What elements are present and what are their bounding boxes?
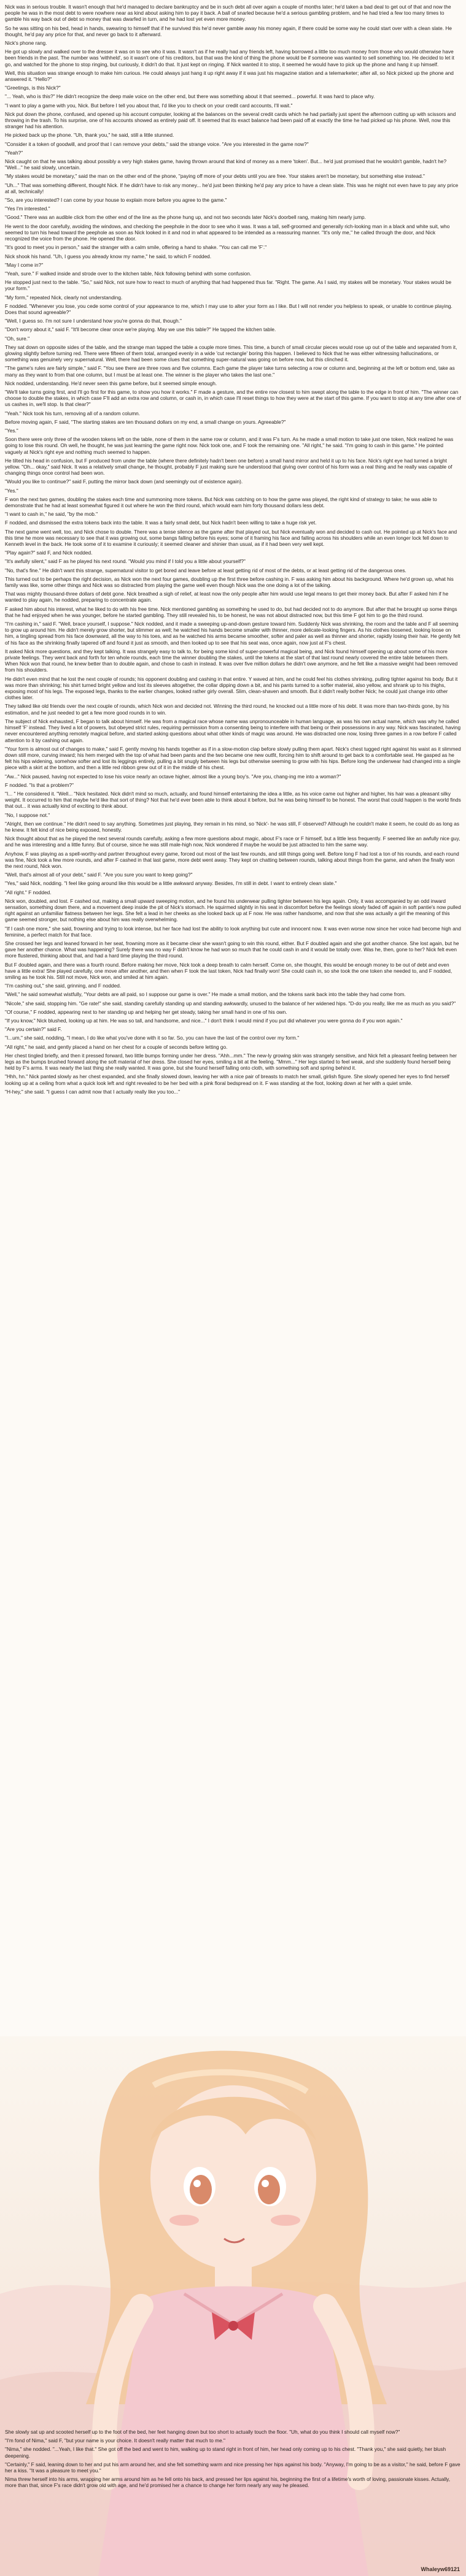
story-paragraph: Nick thought about that as he played the next several rounds carefully, asking a few more questions about magic, about F's race or F himself, but a little less frequently. F seemed like an awfully nice guy, and he was interesting and a little funny. But of course, since he was still male-high now, Nick wondered if maybe he would be just attracted to him the same way. bbox=[5, 835, 460, 848]
story-paragraph: He went to the door carefully, avoiding the windows, and checking the peephole in the door to see who it was. It was a tall, self-groomed and generally rich-looking man in a black and white suit, who seemed to turn his head toward the peephole as soon as Nick looked in it and nod in what appeared to be intended as a reassuring manner. "It's only me," he called through the door, and Nick recognized the voice from the phone. He opened the door. bbox=[5, 223, 450, 242]
story-paragraph: Soon there were only three of the wooden tokens left on the table, none of them in the same row or column, and it was F's turn. As he made a small motion to take just one token, Nick realized he was going to lose this round. Oh well, he thought, he was just learning the game right now. Nick took one, and F took the remaining one. "All right," he said. "I'm going to cash in this game." He pointed vaguely at Nick's right eye and nothing much seemed to happen. bbox=[5, 436, 454, 455]
story-paragraph: "So, are you interested? I can come by your house to explain more before you agree to the game." bbox=[5, 197, 227, 204]
story-paragraph: Nick caught on that he was talking about possibly a very high stakes game, having thrown around that kind of money as a mere 'token'. But... he'd just promised that he wouldn't gamble, hadn't he? "Well..." he said slowly, uncertain. bbox=[5, 158, 447, 171]
story-text bbox=[0, 0, 466, 1097]
ribbon-knot bbox=[228, 2321, 238, 2331]
story-paragraph: She crossed her legs and leaned forward in her seat, frowning more as it became clear she wasn't going to win this round, either. But F doubled again and she got another chance. She lost again, but he gave her another chance. What was happening? Surely there was no way F didn't know he had won so much that he could cash in and it would be totally over. Was he, then, gone to her? Nick felt even more flustered, thinking about that, and had a hard time playing the third round. bbox=[5, 940, 459, 959]
story-paragraph: "... Yeah, who is this?" He didn't recognize the deep male voice on the other end, but there was something about it that seemed... powerful. It was hard to place why. bbox=[5, 93, 375, 100]
story-paragraph: "It's awfully silent," said F as he played his next round. "Would you mind if I told you a little about yourself?" bbox=[5, 558, 246, 565]
story-paragraph: "I'm fond of Nima," said F, "but your name is your choice. It doesn't really matter that much to me." bbox=[5, 2437, 225, 2444]
story-paragraph: "If you know," Nick blushed, looking up at him. He was so tall, and handsome, and nice..." I don't think I would mind if you put did whatever you were gonna do if you won again." bbox=[5, 1018, 403, 1024]
story-paragraph: "Well, that's almost all of your debt," said F. "Are you sure you want to keep going?" bbox=[5, 872, 193, 878]
story-paragraph: They talked like old friends over the next couple of rounds, which Nick won and decided not. Winning the third round, he knocked out a little more of his debt. It was more than two-thirds gone, by his estimation, and he just needed to get a few more good rounds in to win. bbox=[5, 703, 449, 716]
story-paragraph: "I...um," she said, nodding, "I mean, I do like what you've done with it so far. So, you can have the last of the control over my form." bbox=[5, 1035, 300, 1041]
right-eye-shine bbox=[262, 2180, 269, 2187]
story-paragraph: She slowly sat up and scooted herself up to the foot of the bed, her feet hanging down but too short to actually touch the floor. "Uh, what do you think I should call myself now?" bbox=[5, 2429, 400, 2435]
story-paragraph: This turned out to be perhaps the right decision, as Nick won the next four games, doubling up the first three before cashing in. F was asking him about his background. Where he'd grown up, what his family was like, some other things and Nick was so distracted from playing the game well even though Nick was the one doing a lot of the talking. bbox=[5, 575, 454, 589]
story-paragraph: F nodded, and dismissed the extra tokens back into the table. It was a fairly small debt, but Nick hadn't been willing to take a huge risk yet. bbox=[5, 519, 317, 526]
story-paragraph: F nodded. "Is that a problem?" bbox=[5, 781, 74, 788]
story-paragraph: The next game went well, too, and Nick chose to double. There was a tense silence as the game after that played out, but Nick eventually won and decided to cash out. He pointed up at Nick's face and this time he more was necessary to see that it was growing out, some bangs falling before his eyes; some of it framing his face and falling across his shoulders while an even longer lock fell down to Kenneth level in the back. He took some of it to examine it curiously; it seemed cleaner and shinier than usual, as if it had been very well kept. bbox=[5, 528, 457, 548]
left-iris bbox=[190, 2175, 212, 2204]
story-paragraph: Anyhow, F was playing as a spell-worthy-and partner throughout every game, forced out most of the last few rounds, and still things going well. Before long F had lost a ton of his rounds, and each round was fine, Nick took a few more rounds, and after F cashed in that last game, more debt went away. They kept on chatting between rounds, talking about things from the game, and when the finally won the next round, Nick won. bbox=[5, 850, 459, 869]
story-paragraph: F asked him about his interest, what he liked to do with his free time. Nick mentioned gambling as something he used to do, but had decided not to do anymore. But after that he brought up some things that he had enjoyed when he was younger, before he started gambling. They still revealed his, to be honest, he was not about distracted now, but this time F got him to go the third round. bbox=[5, 605, 457, 618]
story-paragraph: He tilted his head in confusion, but F produced from under the table (where there definitely hadn't been one before) a small hand mirror and held it up to his face. Nick's right eye had turned a bright yellow. "Oh... okay," said Nick. It was a relatively small change, he thought, probably F just making sure he understood that giving over control of his form was a real thing and he really was capable of changing things once control had been won. bbox=[5, 457, 452, 477]
story-paragraph: "The game's rules are fairly simple," said F. "You see there are three rows and five columns. Each game the player take turns selecting a row or column and, beginning at the left or bottom end, take as many as they want to from that one column, but I must be at least one. The winner is the player who takes the last one." bbox=[5, 365, 455, 378]
story-paragraph: The subject of Nick exhausted, F began to talk about himself. He was from a magical race whose name was unpronounceable in human language, as was his own actual name, which was why he called himself 'F' instead. They lived a lot of powers, but obeyed strict rules, requiring permission from a consenting being to interfere with that being or their possessions in any way. Nick was fascinated, having never encountered anything remotely magical before, and started asking questions about what other kinds of magic was around. He was distracted one now, losing three games in a row before F called attention to it by cashing out again. bbox=[5, 718, 461, 743]
story-paragraph: "Yes." bbox=[5, 487, 18, 494]
left-blush bbox=[169, 2215, 199, 2226]
story-paragraph: "Yes," said Nick, nodding. "I feel like going around like this would be a little awkward anyway. Besides, I'm still in debt. I want to entirely clean slate." bbox=[5, 880, 337, 887]
story-paragraph: "Nicole," she said, stopping him. "Ge rate!" she said, standing carefully standing up and standing awkwardly, unused to the balance of her widened hips. "D-do you really, like me as much as you said?" bbox=[5, 1000, 456, 1006]
story-paragraph: "Alright, then we continue." He didn't need to say anything. Sometimes just playing, they remain in his mind, so 'Nick'- he was still, F observed? Although he couldn't make it seem, he could do as long as he knew. It felt kind of nice being exposed, honestly. bbox=[5, 820, 459, 833]
story-paragraph: "All right." F nodded. bbox=[5, 889, 52, 895]
story-paragraph: "Hhh, hn." Nick panted slowly as her chest expanded, and she finally slowed down, leaving her with a nice pair of breasts to match her small, girlish figure. She slowly opened her eyes to find herself looking up at a ceiling from what a quick look left and right revealed to be her bed with a pink floral bedspread on it. F was standing at the foot, looking down at her with a quiet smile. bbox=[5, 1073, 449, 1086]
right-iris bbox=[258, 2175, 280, 2204]
story-paragraph: He didn't even mind that he lost the next couple of rounds; his opponent doubling and cashing in that entire. Y waved at him, and he could feel his clothes shrinking, pulling tighter against his body. But it was more than shrinking; his shirt turned bright yellow and lost its sleeves altogether, the collar dipping down a bit, and his pants turned to a softer material, also yellow, and shrank up to his thighs, exposing most of his legs. The exposed legs, thanks to the earlier changes, looked rather girly overall. Slim, clean-shaven and smooth. But it didn't really bother Nick; he could just change into other clothes later. bbox=[5, 675, 458, 701]
story-paragraph: "Yes." bbox=[5, 427, 18, 434]
story-paragraph: "Good." There was an audible click from the other end of the line as the phone hung up, and not two seconds later Nick's doorbell rang, making him nearly jump. bbox=[5, 214, 366, 221]
story-paragraph: Nick won, doubled, and lost. F cashed out, making a small upward sweeping motion, and he found his underwear pulling tighter between his legs again. Only, it was accompanied by an odd inward sensation, something down there, and a movement deep inside the pit of Nick's stomach. He squirmed slightly in his seat in discomfort before the feelings slowly faded off again in soft pantie's now pulled right against an unfamiliar flatness between her legs. She felt a lead in her cheeks as she looked back up at F now. He was rather handsome, and now that she was actually a girl the meaning of this game seemed stronger, but nothing else about him was really overwhelming. bbox=[5, 897, 461, 923]
story-paragraph: He picked back up the phone. "Uh, thank you," he said, still a little stunned. bbox=[5, 132, 174, 139]
story-paragraph: "I... " He considered it. "Well... "Nick hesitated. Nick didn't mind so much, actually, and found himself entertaining the idea a little, as his voice came out higher and higher, his hair was a pleasant silky weight. It occurred to him that maybe he'd like that sort of thing? Not that he'd ever been able to think about it before, but he was being himself to be honest. The worst that could happen is the world finds that out... it was actually kind of exciting to think about. bbox=[5, 790, 461, 810]
story-paragraph: "I'm cashing out," she said, grinning, and F nodded. bbox=[5, 983, 122, 989]
story-paragraph: "Yeah?" bbox=[5, 149, 23, 156]
story-paragraph: Nick shook his hand. "Uh, I guess you already know my name," he said, to which F nodded. bbox=[5, 253, 212, 259]
story-paragraph: "Nima," she nodded. "...Yeah, I like that." She got off the bed and went to him, walking up to stand right in front of him, her head only coming up to his chest. "Thank you," she said quietly, her blush deepening. bbox=[5, 2446, 446, 2459]
story-paragraph: But F doubled again, and there was a fourth round. Before making her move, Nick took a deep breath to calm herself. Come on, she thought, this would be enough money to be out of debt and even have a little extra! She played carefully, one move after another, and then when F took the last token, Nick had finally won! She could cash in, so she took the one token she needed to, and F nodded, smiling as he took his. Still not move, Nick won, and smiled at him again. bbox=[5, 961, 452, 980]
story-paragraph: It asked Nick more questions, and they kept talking. It was strangely easy to talk to, for being some kind of super-powerful magical being, and Nick found himself opening up about some of his more private feelings. They went back and forth for ten whole rounds, each time the winner doubling the stakes, until the tokens at the start of that last round nearly covered the entire table between them. When Nick won that round, he knew better than to double again, and chose to cash in instead. It was over five million dollars he didn't owe anymore, and he felt like a massive weight had been removed from his shoulders. bbox=[5, 648, 458, 673]
story-paragraph: Nima threw herself into his arms, wrapping her arms around him as he fell onto his back, and pressed her lips against his, beginning the first of a lifetime's worth of loving, passionate kisses. Actually, more than that, since F's race didn't grow old with age, and he'd promised her a chance to change her form nearly any way he pleased. bbox=[5, 2476, 450, 2489]
story-ending-text bbox=[0, 2429, 466, 2491]
story-paragraph: "Oh, sure." bbox=[5, 335, 30, 342]
story-paragraph: Nick was in serious trouble. It wasn't enough that he'd managed to declare bankruptcy and be in such debt all over again a couple of months later; he'd taken a bad deal to get out of that and now the people he was in the most debt to were nowhere near as kind about asking him to pay it back. A ball of snarled because he'd a serious gambling problem, and he had tried a few too many times to gamble his way back out of debt so money that was dwarfed in turn, and he had lost yet even more money. bbox=[5, 4, 451, 23]
story-paragraph: Nick put down the phone, confused, and opened up his account computer, looking at the balances on the several credit cards which he had partially just spent the afternoon cutting up with scissors and throwing in the trash. To his surprise, one of his accounts showed as entirely paid off. It seemed that its exact balance had been paid off at exactly the time he had picked up his phone. Well, now this stranger had his attention. bbox=[5, 110, 456, 130]
story-paragraph: "Yeah, sure." F walked inside and strode over to the kitchen table, Nick following behind with some confusion. bbox=[5, 270, 252, 277]
story-paragraph: "My form," repeated Nick, clearly not understanding. bbox=[5, 294, 123, 301]
story-paragraph: "Greetings, is this Nick?" bbox=[5, 85, 61, 91]
story-paragraph: Well, this situation was strange enough to make him curious. He could always just hang it up right away if it was just his magazine station and a telemarketer; after all, so Nick picked up the phone and answered it. "Hello?" bbox=[5, 69, 454, 83]
story-paragraph: "H-hey," she said. "I guess I can admit now that I actually really like you too..." bbox=[5, 1088, 181, 1095]
story-paragraph: Nick nodded, understanding. He'd never seen this game before, but it seemed simple enough. bbox=[5, 380, 217, 386]
story-paragraph: "I want to cash in," he said, "by the mob." bbox=[5, 511, 98, 518]
story-paragraph: F nodded. "Whenever you lose, you cede some control of your appearance to me, which I may use to alter your form as I like. But I will not render you helpless to speak, or unable to continue playing. Does that sound agreeable?" bbox=[5, 302, 452, 315]
story-paragraph: "Consider it a token of goodwill, and proof that I can remove your debts," said the strange voice. "Are you interested in the game now?" bbox=[5, 140, 309, 147]
story-paragraph: Nick's phone rang. bbox=[5, 40, 47, 47]
left-eye-shine bbox=[193, 2180, 201, 2187]
story-paragraph: "Yeah." Nick took his turn, removing all of a random column. bbox=[5, 410, 141, 416]
story-paragraph: "I'm cashing in," said F. "Well, brace yourself, I suppose." Nick nodded, and it made a sweeping up-and-down gesture toward him. Suddenly Nick was shrinking, the room and the table and F all seeming to grow up around him. He didn't merely grow shorter, but slimmer as well; he watched his hands become smaller with thinner, more delicate-looking fingers. As his clothes loosened, looking loose on him, a tingling spread from his face downward, all the way to his toes, and as he watched his arms became smoother, softer and paler as well as thinner and shorter, rapidly losing their hair. He gently felt of his face as the shrinking finally tapered off and found it just as smooth, and then looked up to see that his seat was, once again, now just at F's chest. bbox=[5, 621, 460, 646]
story-paragraph: "No, that's fine." He didn't want this strange, supernatural visitor to get bored and leave before at least getting rid of most of the debts, or at least getting rid of the dangerous ones. bbox=[5, 567, 406, 573]
story-paragraph: He got up slowly and walked over to the dresser it was on to see who it was. It wasn't as if he really had any friends left, having borrowed a little too much money from those who would otherwise have been friends in the past. The number was 'withheld', so it wasn't one of his creditors, but that was the kind of thing the phone would be if someone was wanted to sell something too. He decided to let it go, and watched for the phone to stop ringing, but curiously, it didn't do that. It just kept on ringing. If Nick wanted it to stop, it seemed he would have to pick up the phone and hang it up himself. bbox=[5, 48, 454, 67]
story-paragraph: "Certainly," F said, leaning down to her and put his arm around her, and she felt something warm and nice pressing her hips against his body. "Anyway, I'm going to be as a visitor," he said, before F gave her a kiss. "It was a pleasure to meet you." bbox=[5, 2461, 460, 2474]
story-paragraph: "Would you like to continue?" said F, putting the mirror back down (and seemingly out of existence again). bbox=[5, 478, 243, 485]
story-paragraph: "Well," he said somewhat wistfully, "Your debts are all paid, so I suppose our game is over." He made a small motion, and the tokens sank back into the table they had come from. bbox=[5, 991, 406, 998]
story-paragraph: "If I cash one more," she said, frowning and trying to look intense, but her face had lost the ability to look anything but cute and innocent now. It was even worse now since her voice had become high and feminine, a perfect match for that face. bbox=[5, 925, 461, 938]
story-paragraph: "My stakes would be monetary," said the man on the other end of the phone, "paying off more of your debts until you are free. Your stakes aren't be monetary, but something else instead." bbox=[5, 173, 425, 180]
story-paragraph: "Well, I guess so. I'm not sure I understand how you're gonna do that, though." bbox=[5, 318, 182, 324]
story-paragraph: "Are you certain?" said F. bbox=[5, 1026, 62, 1033]
story-paragraph: "Yes I'm interested." bbox=[5, 205, 50, 212]
story-paragraph: "It's good to meet you in person," said the stranger with a calm smile, offering a hand to shake. "You can call me 'F'." bbox=[5, 244, 267, 251]
story-paragraph: They sat down on opposite sides of the table, and the strange man tapped the table a couple more times. This time, a bunch of small circular pieces would rose up out of the table and separated from it, glowing slightly before turning red. There were fifteen of them total, arranged evenly in a wide 'cut rectangle' boring this happen. I believed to Nick that he was either witnessing hallucinations, or something was genuinely very supernatural. Well, there had been some clues that something super-natural was going on before now, but this clinched it. bbox=[5, 343, 457, 363]
illustration-svg bbox=[0, 2036, 466, 2576]
story-paragraph: "I want to play a game with you, Nick. But before I tell you about that, I'd like you to check on your credit card accounts, I'll wait." bbox=[5, 102, 293, 109]
story-paragraph: Before moving again, F said, "The starting stakes are ten thousand dollars on my end, a small change on yours. Agreeable?" bbox=[5, 418, 286, 425]
story-paragraph: "We'll take turns going first, and I'll go first for this game, to show you how it works." F made a gesture, and the entire row closest to him swept along the table to the edge in front of him. "The winner can choose to double the stakes, in which case F'll add an extra row and column, or cash in, in which case I'll reset things to how they were at the start of this game. If you want to stop at any time after one of us cashes in, we'll stop. Is that clear?" bbox=[5, 388, 461, 408]
story-paragraph: "Uh..." That was something different, thought Nick. If he didn't have to risk any money... he'd just been thinking he'd pay any price to have a clean slate. This was he might not even have to pay any price at all, technically! bbox=[5, 182, 459, 194]
character-illustration bbox=[0, 2036, 466, 2576]
story-paragraph: "All right," he said, and gently placed a hand on her chest for a couple of seconds before letting go. bbox=[5, 1043, 228, 1050]
story-paragraph: "No, I suppose not." bbox=[5, 811, 50, 818]
story-paragraph: That was mighty thousand-three dollars of debt gone. Nick breathed a sigh of relief, at least now the only people after him would use legal means to get their money back. But after F asked him if he wanted to play again, he nodded, preparing to concentrate again. bbox=[5, 591, 449, 604]
story-paragraph: He stopped just next to the table. "So," said Nick, not sure how to react to much of anything that had happened thus far. "Right. The game. As I said, my stakes will be monetary. Your stakes would be your form." bbox=[5, 279, 452, 292]
right-blush bbox=[271, 2215, 300, 2226]
story-paragraph: "Don't worry about it," said F. "It'll become clear once we're playing. May we use this table?" He tapped the kitchen table. bbox=[5, 326, 276, 333]
story-paragraph: "Of course," F nodded, appearing next to her standing up and helping her get steady, taking her small hand in one of his own. bbox=[5, 1008, 287, 1015]
story-paragraph: Her chest tingled briefly, and then it pressed forward, two little bumps forming under her dress. "Ahh...mm." The new-ly growing skin was strangely sensitive, and Nick felt a pleasant feeling between her legs as the bumps brushed forward along the soft material of her dress. She closed her eyes, smiling a bit at the feeling. "Mmm..." Her legs started to feel weak, and she suddenly found herself being held by F's arms. It was nearly the last thing she really wanted. It was gone, but she found herself falling onto cloth, with something soft and spring behind it. bbox=[5, 1052, 457, 1071]
story-paragraph: F won the next two games, doubling the stakes each time and summoning more tokens. But Nick was catching on to how the game was played, the right kind of strategy to take; he was able to demonstrate that he had at least somewhat figured it out where he won the third round, which would earn him forty thousand dollars less debt. bbox=[5, 496, 437, 508]
story-paragraph: So he was sitting on his bed, head in hands, swearing to himself that if he survived this he'd never gamble away his money again, if there could be some way he could start over with a clean slate. He thought, he'd pay any price for that, and never go back to it afterward. bbox=[5, 25, 452, 37]
story-paragraph: "Your form is almost out of changes to make," said F, gently moving his hands together as if in a slow-motion clap before slowly pulling them apart. Nick's chest tugged right against his waist as it slimmed down still more, curving inward; his hem merged with the top of what had been pants and the two became one new outfit, forcing him to shift around to get back to a comfortable seat. He gasped as he felt his hips widening, somehow softer and lost its leggings entirely, pulling a bit snugly between his legs but otherwise seeming to grow with his hips. Before long the underwear had changed into a single piece with a skirt at the bottom, and then a little red ribbon grew out of it in the middle of his chest. bbox=[5, 745, 461, 771]
story-paragraph: "May I come in?" bbox=[5, 261, 44, 268]
artist-watermark: Whaleyw69121 bbox=[421, 2566, 460, 2572]
story-paragraph: "Aw..." Nick paused, having not expected to lose his voice nearly an octave higher, almost like a young boy's. "Are you, chang-ing me into a woman?" bbox=[5, 773, 341, 780]
story-paragraph: "Play again?" said F, and Nick nodded. bbox=[5, 550, 93, 556]
